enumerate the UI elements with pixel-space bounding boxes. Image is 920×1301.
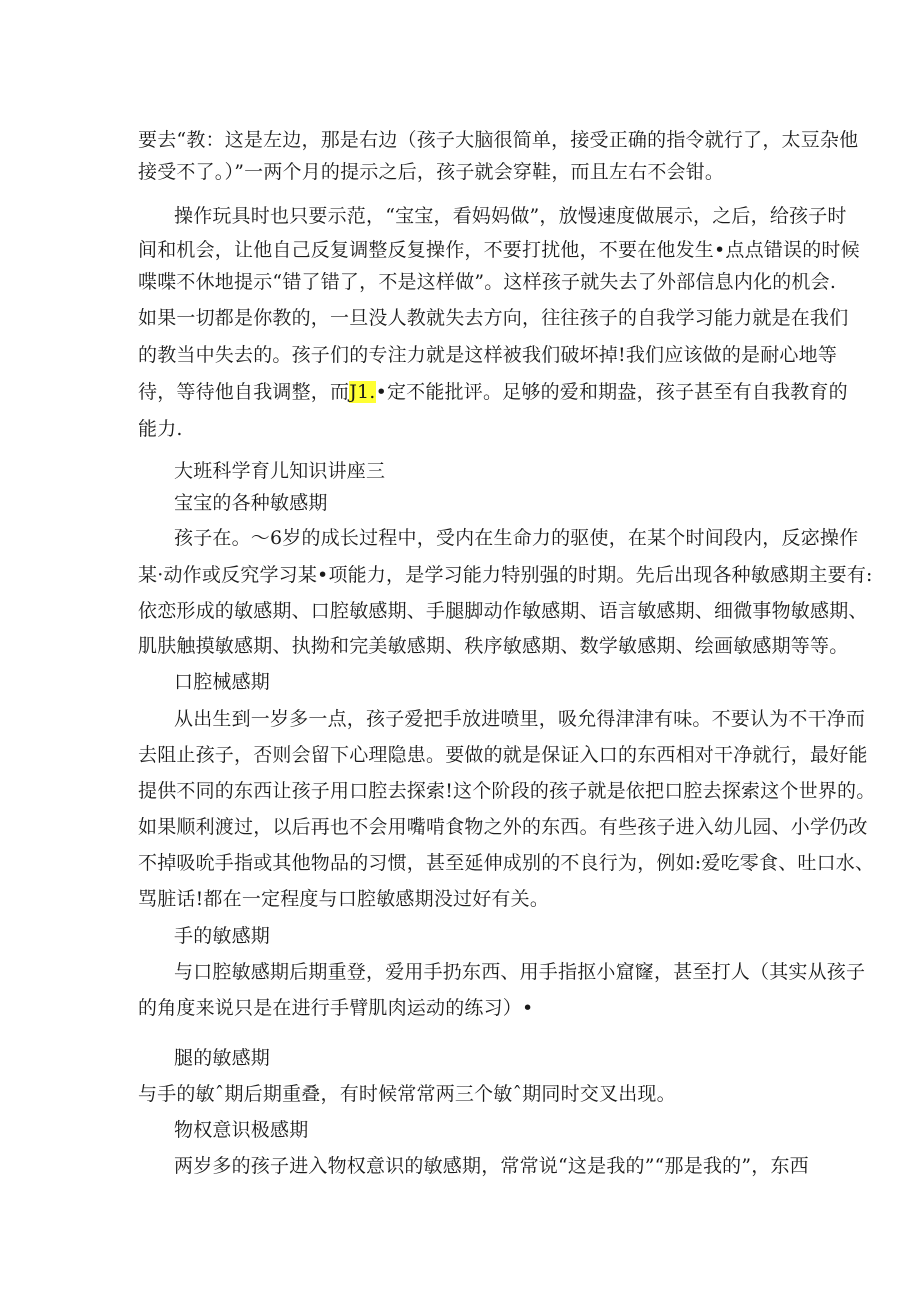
paragraph-line: 能力.	[138, 418, 183, 440]
paragraph-line: 与口腔敏感期后期重登，爱用手扔东西、用手指抠小窟窿，甚至打人（其实从孩子	[174, 961, 866, 983]
paragraph-line: 喋喋不休地提示“错了错了，不是这样做”。这样孩子就失去了外部信息内化的机会.	[138, 271, 837, 293]
paragraph-line: 与手的敏ˆ期后期重叠，有时候常常两三个敏ˆ期同时交叉出现。	[138, 1083, 676, 1105]
paragraph-line: 两岁多的孩子进入物权意识的敏感期，常常说“这是我的”“那是我的”，东西	[174, 1155, 809, 1177]
section-heading: 宝宝的各种敏感期	[174, 492, 328, 514]
paragraph-line: 操作玩具时也只要示范，“宝宝，看妈妈做”，放慢速度做展示，之后，给孩子时	[174, 205, 847, 227]
paragraph-line: 接受不了。）”一两个月的提示之后，孩子就会穿鞋，而且左右不会钳。	[138, 161, 725, 183]
paragraph-line: 去阻止孩子，否则会留下心理隐患。要做的就是保证入口的东西相对干净就行，最好能	[138, 744, 868, 766]
line-segment: 待，等待他自我调整，而	[138, 381, 350, 403]
paragraph-line: 骂脏话!都在一定程度与口腔敏感期没过好有关。	[138, 888, 550, 910]
paragraph-line: 如果一切都是你教的，一旦没人教就失去方向，往往孩子的自我学习能力就是在我们	[138, 307, 849, 329]
section-heading: 手的敏感期	[174, 925, 271, 947]
paragraph-line: 不掉吸吮手指或其他物品的习惯，甚至延伸成别的不良行为，例如:爱吃零食、吐口水、	[138, 852, 875, 874]
section-heading: 腿的敏感期	[174, 1047, 271, 1069]
paragraph-line: 肌肤触摸敏感期、执拗和完美敏感期、秩序敏感期、数学敏感期、绘画敏感期等等。	[138, 635, 849, 657]
section-heading: 口腔械感期	[174, 671, 271, 693]
paragraph-line: 某·动作或反究学习某•项能力，是学习能力特别强的时期。先后出现各种敏感期主要有:	[138, 564, 873, 586]
paragraph-line: 要去“教：这是左边，那是右边（孩子大脑很简单，接受正确的指令就行了，太豆杂他	[138, 129, 859, 151]
line-segment: •定不能批评。足够的爱和期盎，孩子甚至有自我教育的	[375, 381, 848, 403]
paragraph-line-with-highlight	[138, 380, 848, 404]
paragraph-line: 如果顺利渡过，以后再也不会用嘴啃食物之外的东西。有些孩子进入幼儿园、小学仍改	[138, 816, 868, 838]
section-title: 大班科学育儿知识讲座三	[174, 460, 386, 482]
paragraph-line: 的角度来说只是在进行手臂肌肉运动的练习）•	[138, 997, 534, 1019]
highlighted-text: J1.	[349, 381, 376, 403]
paragraph-line: 从出生到一岁多一点，孩子爱把手放进喷里，吸允得津津有味。不要认为不干净而	[174, 708, 866, 730]
paragraph-line: 间和机会，让他自己反复调整反复操作，不要打扰他，不要在他发生•点点错误的时候	[138, 239, 860, 261]
paragraph-line: 依恋形成的敏感期、口腔敏感期、手腿脚动作敏感期、语言敏感期、细微事物敏感期、	[138, 600, 868, 622]
paragraph-line: 提供不同的东西让孩子用口腔去探索!这个阶段的孩子就是依把口腔去探索这个世界的。	[138, 780, 876, 802]
paragraph-line: 的教当中失去的。孩子们的专注力就是这样被我们破坏掉!我们应该做的是耐心地等	[138, 344, 838, 366]
section-heading: 物权意识极感期	[174, 1119, 309, 1141]
paragraph-line: 孩子在。～6岁的成长过程中，受内在生命力的驱使，在某个时间段内，反宓操作	[174, 527, 859, 549]
